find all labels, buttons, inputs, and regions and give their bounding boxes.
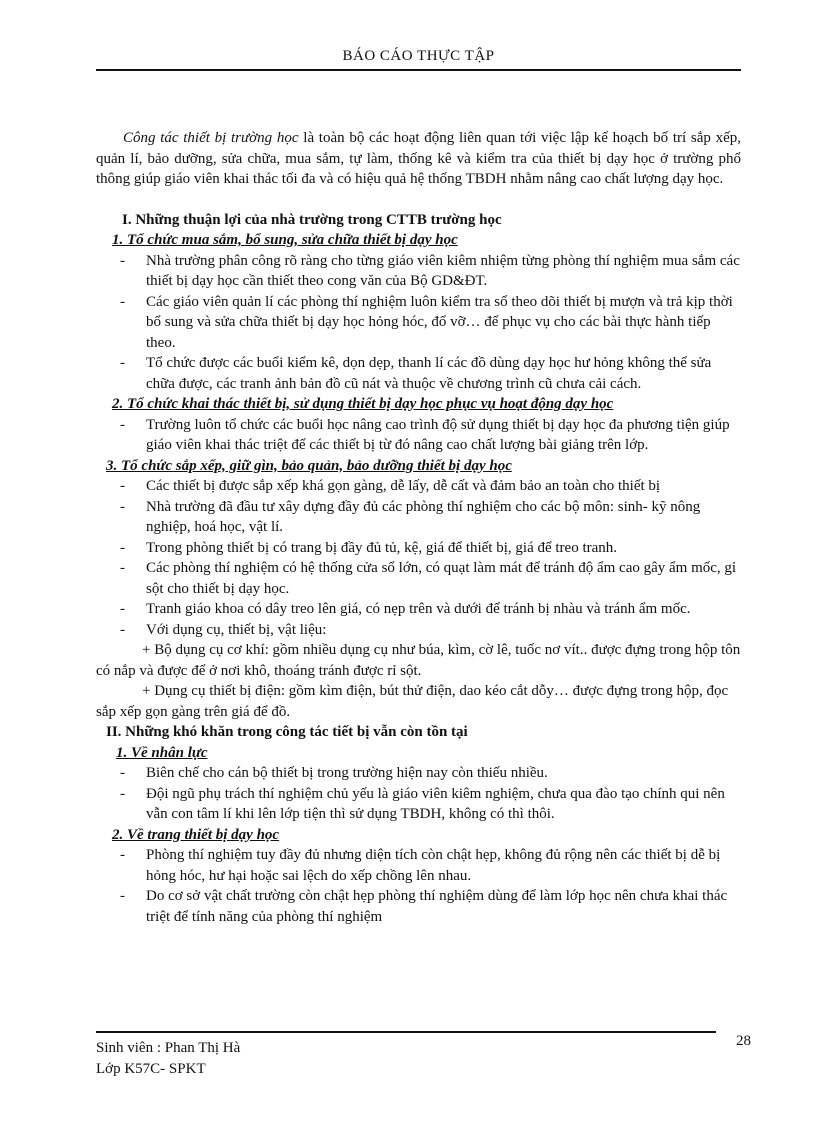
- list-item: - Trường luôn tổ chức các buổi học nâng cao trình độ sử dụng thiết bị dạy học đa phương tiện giúp giáo viên khai thác triệt để các thiết bị từ đó nâng cao chất lượng bài giảng trên lớp.: [96, 415, 741, 456]
- page-number: 28: [736, 1033, 751, 1049]
- section-1-sub-3-heading: 3. Tổ chức sắp xếp, giữ gìn, bảo quản, bảo dưỡng thiết bị dạy học: [106, 457, 512, 474]
- header-divider: [96, 69, 741, 71]
- list-item: - Nhà trường phân công rõ ràng cho từng giáo viên kiêm nhiệm từng phòng thí nghiệm mua sắm các thiết bị dạy học cần thiết theo cong văn của Bộ GD&ĐT.: [96, 251, 741, 292]
- section-1-sub-2-heading: 2. Tổ chức khai thác thiết bị, sử dụng thiết bị dạy học phục vụ hoạt động dạy học: [112, 396, 614, 412]
- list-item: - Nhà trường đã đầu tư xây dựng đầy đủ các phòng thí nghiệm cho các bộ môn: sinh- kỹ nông nghiệp, hoá học, vật lí.: [96, 497, 741, 538]
- plus-paragraph: + Dụng cụ thiết bị điện: gồm kìm điện, bút thử điện, dao kéo cắt dỗy… được đựng trong hộp, đọc sắp xếp gọn gàng trên giá để đồ.: [96, 683, 729, 720]
- footer-class: Lớp K57C- SPKT: [96, 1061, 206, 1077]
- footer-divider: [96, 1031, 716, 1033]
- list-item: - Các phòng thí nghiệm có hệ thống cửa sổ lớn, có quạt làm mát để tránh độ ẩm cao gây ẩm mốc, gỉ sột cho thiết bị dạy học.: [96, 558, 741, 599]
- intro-text: là toàn bộ các hoạt động liên quan tới việc lập kế hoạch bố trí sắp xếp, quản lí, bảo dưỡng, sửa chữa, mua sắm, tự làm, thống kê và kiểm tra của thiết bị dạy học ở trường phổ thông giúp giáo viên khai thác tối đa và có hiệu quả hệ thống TBDH nhằm nâng cao chất lượng dạy học.: [96, 130, 741, 187]
- list-item: - Đội ngũ phụ trách thí nghiệm chủ yếu là giáo viên kiêm nghiệm, chưa qua đào tạo chính qui nên vẫn con tâm lí khi lên lớp tiện thì sử dụng TBDH, không có thì thôi.: [96, 784, 741, 825]
- section-2-sub-1-heading: 1. Về nhân lực: [116, 744, 208, 761]
- section-2-heading: II. Những khó khăn trong công tác tiết bị vẫn còn tồn tại: [106, 724, 468, 740]
- section-1-sub-1-list: [96, 251, 741, 395]
- document-body: [96, 128, 741, 927]
- plus-paragraph: + Bộ dụng cụ cơ khí: gồm nhiều dụng cụ như búa, kìm, cờ lê, tuốc nơ vít.. được đựng trong hộp tôn có nắp và được để ở nơi khô, thoáng tránh được rỉ sột.: [96, 642, 741, 679]
- section-1-sub-2-list: [96, 415, 741, 456]
- list-item: - Các giáo viên quản lí các phòng thí nghiệm luôn kiểm tra sổ theo dõi thiết bị mượn và trả kịp thời bổ sung và sửa chữa thiết bị dạy học hỏng hóc, đổ vỡ… để phục vụ cho các bài thực hành tiếp theo.: [96, 292, 741, 354]
- list-item: - Tổ chức được các buổi kiểm kê, dọn dẹp, thanh lí các đồ dùng dạy học hư hỏng không thể sửa chữa được, các tranh ảnh bản đồ cũ nát và thuộc về chương trình cũ chưa cải cách.: [96, 353, 741, 394]
- list-item: - Phòng thí nghiệm tuy đầy đủ nhưng diện tích còn chật hẹp, không đủ rộng nên các thiết bị dễ bị hỏng hóc, hư hại hoặc sai lệch do xếp chồng lên nhau.: [96, 845, 741, 886]
- section-2-sub-2-list: [96, 845, 741, 927]
- intro-lead: Công tác thiết bị trường học: [123, 130, 299, 146]
- list-item: - Tranh giáo khoa có dây treo lên giá, có nẹp trên và dưới để tránh bị nhàu và tránh ẩm mốc.: [96, 599, 741, 620]
- list-item: - Các thiết bị được sắp xếp khá gọn gàng, dễ lấy, dễ cất và đảm bảo an toàn cho thiết bị: [96, 476, 741, 497]
- footer-info: [96, 1038, 240, 1080]
- list-item: - Trong phòng thiết bị có trang bị đầy đủ tủ, kệ, giá để thiết bị, giá để treo tranh.: [96, 538, 741, 559]
- intro-paragraph: [96, 128, 741, 190]
- footer-student: Sinh viên : Phan Thị Hà: [96, 1040, 241, 1056]
- list-item: - Do cơ sở vật chất trường còn chật hẹp phòng thí nghiệm dùng để làm lớp học nên chưa khai thác triệt để tính năng của phòng thí nghiệm: [96, 886, 741, 927]
- section-1-sub-3-list: [96, 476, 741, 640]
- list-item: - Với dụng cụ, thiết bị, vật liệu:: [96, 620, 741, 641]
- section-2-sub-2-heading: 2. Về trang thiết bị dạy học: [112, 826, 280, 843]
- page-header-title: BÁO CÁO THỰC TẬP: [342, 48, 495, 64]
- section-2-sub-1-list: [96, 763, 741, 825]
- section-1-sub-1-heading: 1. Tổ chức mua sắm, bổ sung, sửa chữa thiết bị dạy học: [112, 232, 458, 248]
- section-1-heading: I. Những thuận lợi của nhà trường trong CTTB trường học: [122, 211, 502, 228]
- list-item: - Biên chế cho cán bộ thiết bị trong trường hiện nay còn thiếu nhiều.: [96, 763, 741, 784]
